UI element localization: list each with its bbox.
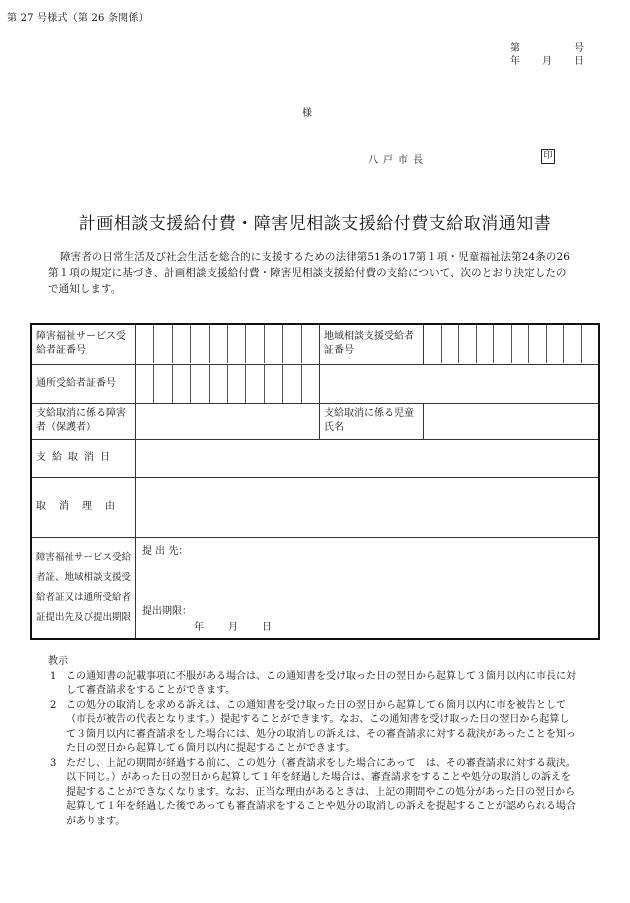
instructions-heading: 教示 xyxy=(48,656,68,667)
welfare-cert-number-label: 障害福祉サービス受給者証番号 xyxy=(31,324,136,364)
submission-label: 障害福祉サービス受給者証、地域相談支援受給者証又は通所受給者証提出先及び提出期限 xyxy=(31,537,136,639)
community-cert-number-label: 地域相談支援受給者証番号 xyxy=(320,324,424,364)
deadline-year: 年 xyxy=(194,621,204,633)
instruction-item: 2 この処分の取消しを求める訴えは、この通知書を受け取った日の翌日から起算して６箇月以内に市を被告として（市長が被告の代表となります。）提起することができます。なお、この通知書を受け取った日の翌日から起算して３箇月以内に審査請求をした場合には、処分の取消しの訴えは、その審査請求に対する裁決があったことを知った日の翌日から起算して６箇月以内に提起することができます。 xyxy=(50,699,576,754)
submission-field[interactable] xyxy=(136,537,600,639)
issuer: 八戸市長 xyxy=(368,155,428,166)
intro-paragraph: 障害者の日常生活及び社会生活を総合的に支援するための法律第51条の17第１項・児童福祉法第24条の26第１項の規定に基づき、計画相談支援給付費・障害児相談支援給付費の支給について、次のとおり決定したので通知します。 xyxy=(48,251,571,295)
instructions xyxy=(48,655,576,829)
form-number: 第 27 号様式（第 26 条関係） xyxy=(7,13,149,24)
document-number-date xyxy=(510,42,584,68)
doc-number-label: 第 xyxy=(510,43,520,54)
community-cert-number-boxes[interactable] xyxy=(424,324,600,364)
cancel-reason-field[interactable] xyxy=(136,477,600,537)
guardian-field[interactable] xyxy=(136,403,320,439)
recipient-suffix: 様 xyxy=(302,108,312,119)
deadline-day: 日 xyxy=(262,621,272,633)
cancel-reason-label: 取消理由 xyxy=(31,477,136,537)
guardian-label: 支給取消に係る障害者（保護者） xyxy=(31,403,136,439)
cancel-date-field[interactable] xyxy=(136,439,600,477)
instruction-item: 1 この通知書の記載事項に不服がある場合は、この通知書を受け取った日の翌日から起算して３箇月以内に市長に対して審査請求をすることができます。 xyxy=(50,670,576,696)
deadline-date xyxy=(194,618,272,633)
day-service-cert-number-label: 通所受給者証番号 xyxy=(31,364,136,403)
submit-to-label: 提 出 先： xyxy=(142,545,189,557)
form-table xyxy=(30,323,600,640)
child-name-field[interactable] xyxy=(424,403,600,439)
doc-number-suffix: 号 xyxy=(574,43,584,54)
date-year: 年 xyxy=(510,56,520,67)
welfare-cert-number-boxes[interactable] xyxy=(136,324,320,364)
date-day: 日 xyxy=(574,56,584,67)
empty-cell xyxy=(320,364,600,403)
instruction-item: 3 ただし、上記の期間が経過する前に、この処分（審査請求をした場合にあって は、その審査請求に対する裁決。以下同じ。）があった日の翌日から起算して１年を経過した場合は、審査請求をすることや処分の取消しの訴えを提起することができなくなります。なお、正当な理由があるときは、上記の期間やこの処分があった日の翌日から起算して１年を経過した後であっても審査請求をすることや処分の取消しの訴えを提起することが認められる場合があります。 xyxy=(50,757,576,827)
date-month: 月 xyxy=(542,56,552,67)
deadline-month: 月 xyxy=(228,621,238,633)
seal-box: 印 xyxy=(541,149,555,164)
day-service-cert-number-boxes[interactable] xyxy=(136,364,320,403)
cancel-date-label: 支給取消日 xyxy=(31,439,136,477)
document-title: 計画相談支援給付費・障害児相談支援給付費支給取消通知書 xyxy=(78,214,552,234)
child-name-label: 支給取消に係る児童氏名 xyxy=(320,403,424,439)
submit-deadline-label: 提出期限： xyxy=(142,605,192,617)
